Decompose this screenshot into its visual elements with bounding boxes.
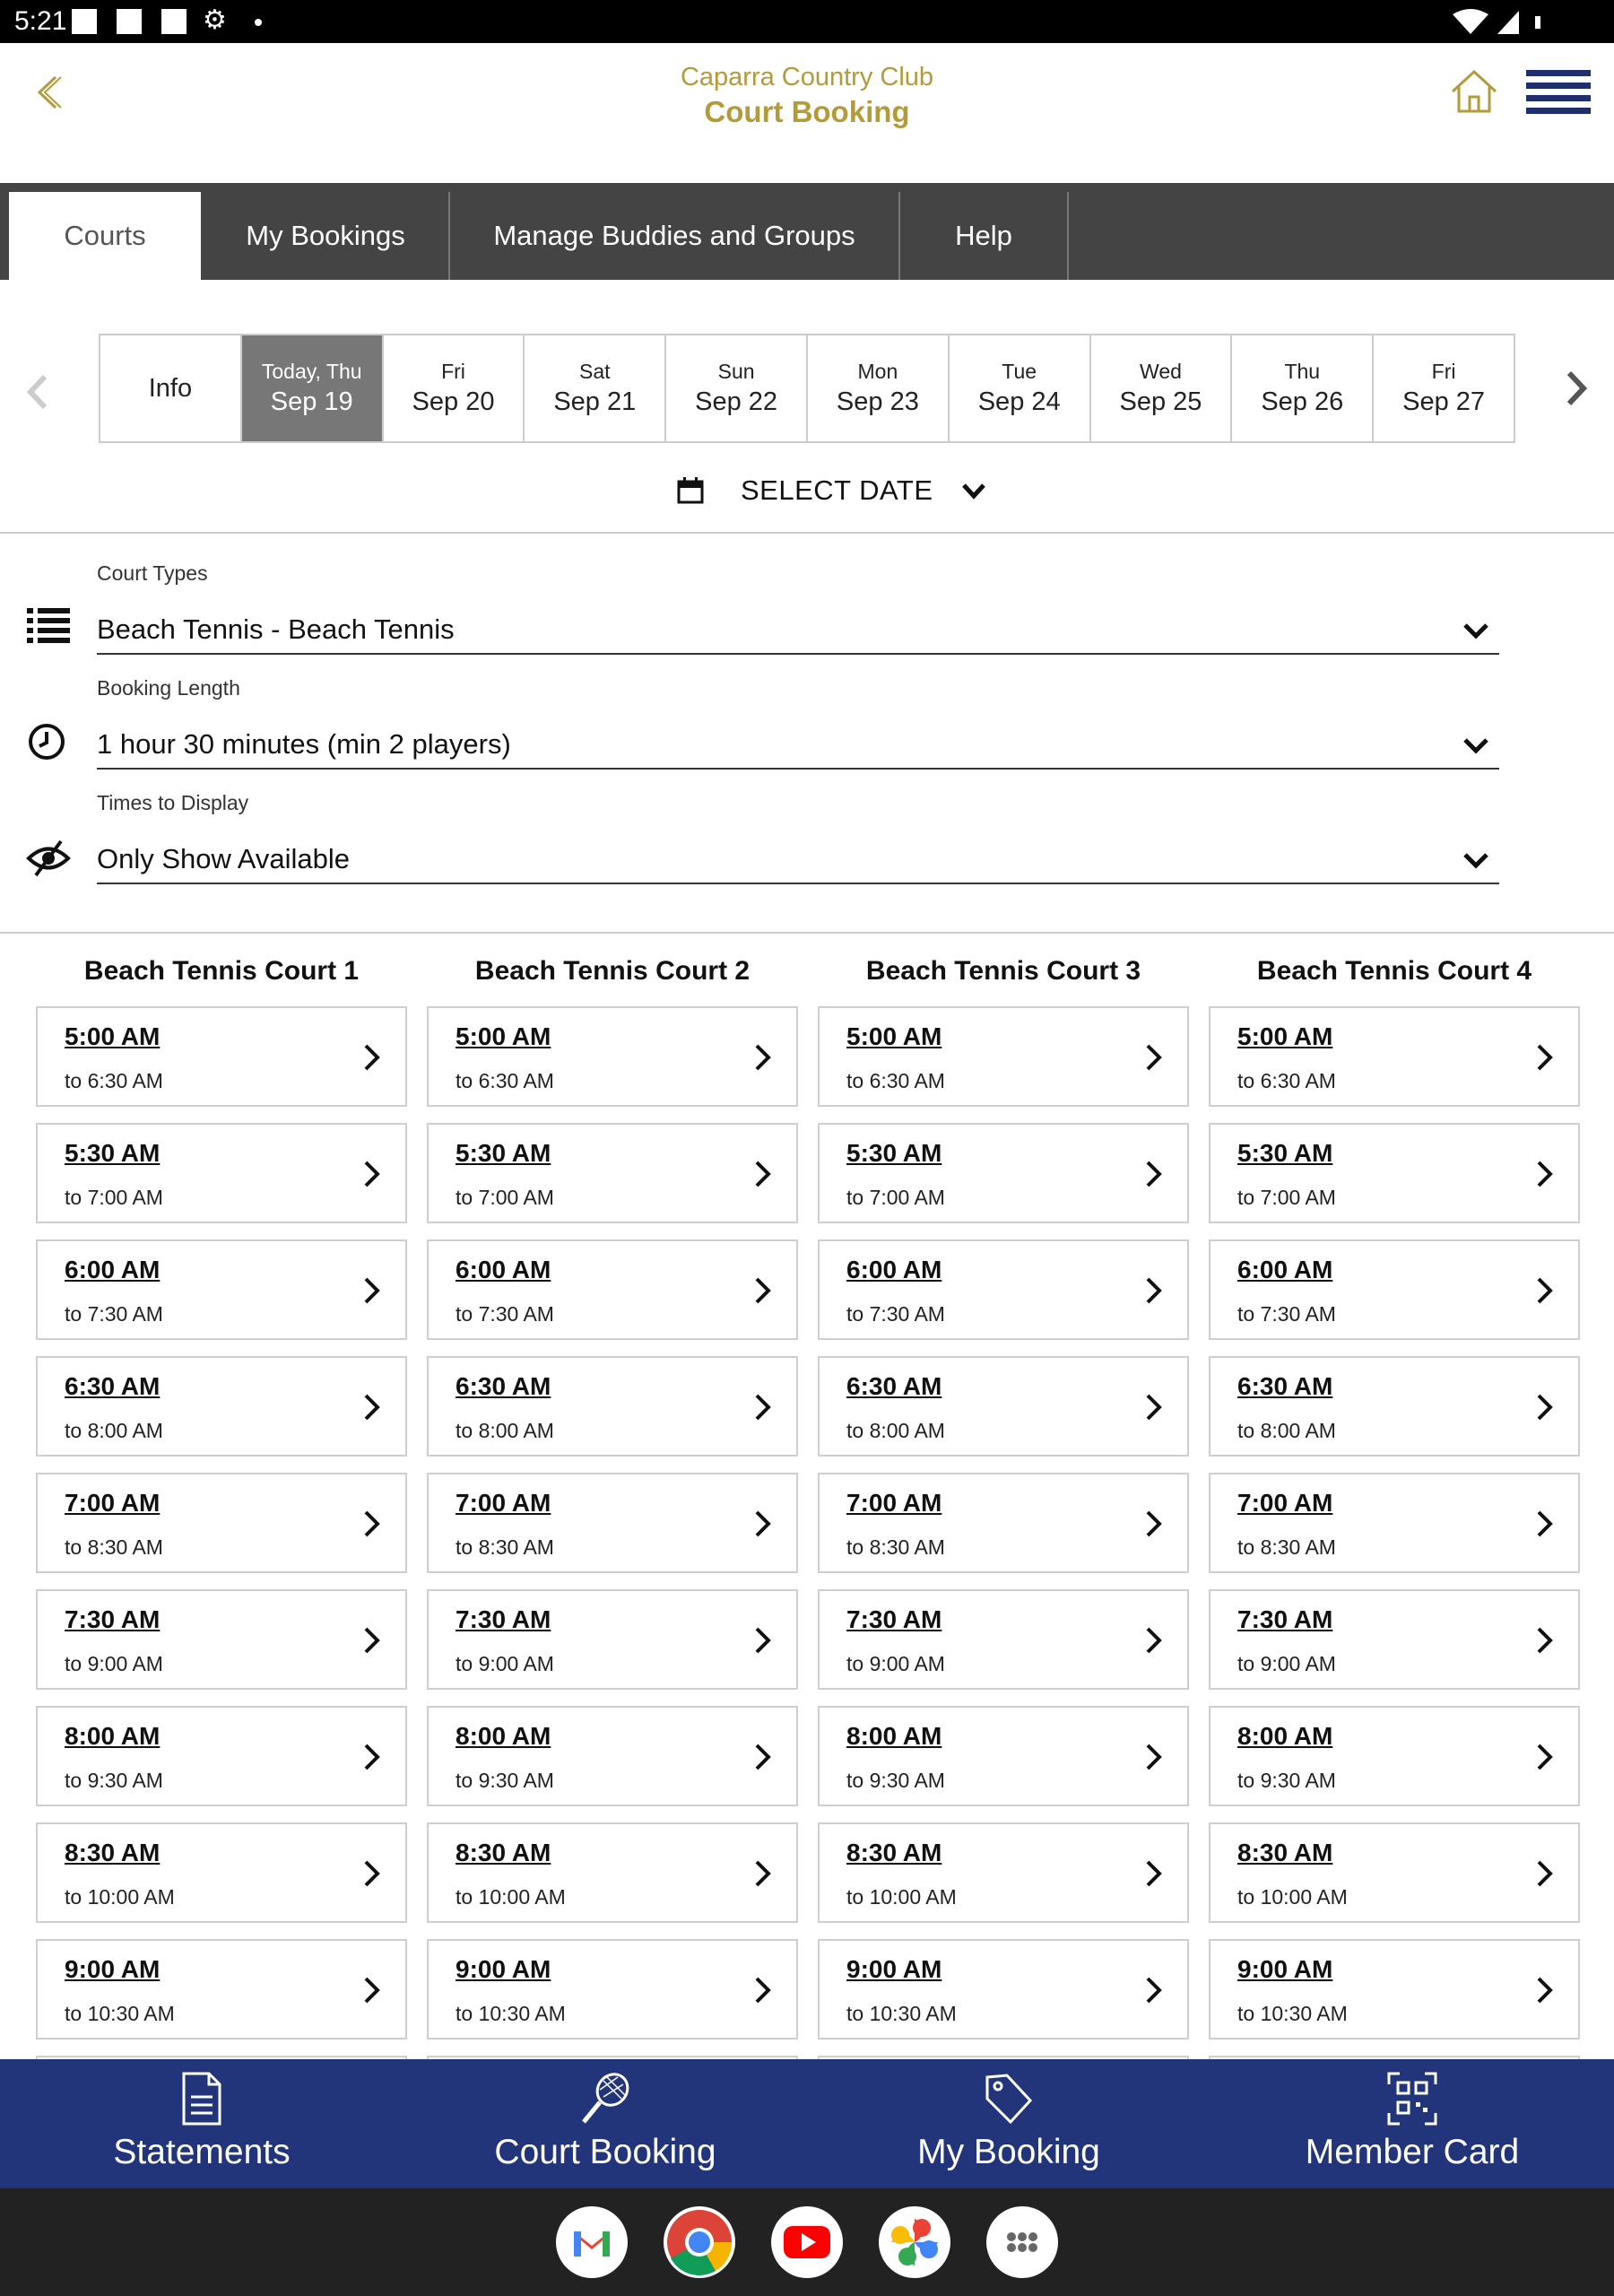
time-slot-button[interactable] xyxy=(818,1123,1189,1223)
chevron-right-icon xyxy=(362,1509,382,1539)
time-slot-button[interactable] xyxy=(1209,1356,1580,1457)
chevron-right-icon xyxy=(1144,1509,1164,1539)
chevron-right-icon xyxy=(1535,1858,1555,1889)
notification-icon xyxy=(117,9,142,34)
slot-end-time: to 7:00 AM xyxy=(65,1186,163,1209)
chevron-right-icon xyxy=(362,1858,382,1889)
home-icon[interactable] xyxy=(1447,65,1501,118)
slot-start-time: 6:30 AM xyxy=(456,1372,551,1400)
slot-end-time: to 6:30 AM xyxy=(65,1069,163,1092)
slot-start-time: 8:30 AM xyxy=(456,1839,551,1866)
slot-start-time: 6:30 AM xyxy=(1237,1372,1333,1400)
time-slot-button[interactable] xyxy=(818,1006,1189,1107)
chevron-right-icon xyxy=(753,1275,773,1306)
slot-end-time: to 10:30 AM xyxy=(456,2002,566,2025)
times-to-display-label: Times to Display xyxy=(97,791,249,814)
slot-end-time: to 8:30 AM xyxy=(1237,1535,1336,1559)
slot-end-time: to 7:00 AM xyxy=(1237,1186,1336,1209)
slot-end-time: to 9:30 AM xyxy=(65,1769,163,1792)
settings-gear-icon: ⚙ xyxy=(203,5,227,35)
slot-end-time: to 10:00 AM xyxy=(846,1885,957,1909)
chevron-right-icon xyxy=(1144,1392,1164,1422)
day-of-week: Sun xyxy=(717,360,755,383)
slot-end-time: to 6:30 AM xyxy=(1237,1069,1336,1092)
wifi-signal-battery-icon xyxy=(1453,7,1560,36)
chevron-right-icon xyxy=(753,1742,773,1772)
time-slot-button[interactable] xyxy=(1209,1822,1580,1923)
time-slot-button[interactable] xyxy=(36,1939,407,2039)
time-slot-button[interactable] xyxy=(1209,1473,1580,1573)
nav-label: Court Booking xyxy=(494,2133,716,2171)
chevron-right-icon xyxy=(753,1042,773,1073)
slot-end-time: to 9:30 AM xyxy=(1237,1769,1336,1792)
slot-start-time: 5:30 AM xyxy=(846,1139,942,1167)
day-of-week: Fri xyxy=(1431,360,1456,383)
slot-start-time: 8:00 AM xyxy=(65,1722,161,1750)
time-slot-button[interactable] xyxy=(1209,1123,1580,1223)
slot-start-time: 6:00 AM xyxy=(1237,1256,1333,1283)
chevron-right-icon xyxy=(1535,1275,1555,1306)
tennis-racket-icon xyxy=(578,2070,632,2127)
date-cell-selected[interactable] xyxy=(242,335,384,441)
chevron-right-icon xyxy=(753,1858,773,1889)
court-header: Beach Tennis Court 1 xyxy=(83,956,360,986)
time-slot-button[interactable] xyxy=(1209,1589,1580,1690)
day-of-week: Sat xyxy=(579,360,611,383)
slot-start-time: 6:30 AM xyxy=(65,1372,161,1400)
time-slot-button[interactable] xyxy=(427,1473,798,1573)
chevron-right-icon xyxy=(362,1275,382,1306)
time-slot-button[interactable] xyxy=(36,1589,407,1690)
chevron-right-icon xyxy=(1535,1392,1555,1422)
time-slot-button[interactable] xyxy=(36,1239,407,1340)
court-types-label: Court Types xyxy=(97,561,208,585)
slot-end-time: to 9:30 AM xyxy=(846,1769,945,1792)
section-divider xyxy=(0,932,1614,934)
booking-length-value: 1 hour 30 minutes (min 2 players) xyxy=(97,728,511,760)
chevron-right-icon xyxy=(1535,1042,1555,1073)
time-slot-button[interactable] xyxy=(1209,1939,1580,2039)
time-slot-button[interactable] xyxy=(427,1123,798,1223)
slot-start-time: 8:00 AM xyxy=(846,1722,942,1750)
date-cell[interactable] xyxy=(808,335,950,441)
time-slot-button[interactable] xyxy=(818,1822,1189,1923)
day-date: Sep 22 xyxy=(695,387,778,416)
tab-bar xyxy=(0,183,1614,280)
slot-start-time: 8:30 AM xyxy=(846,1839,942,1866)
slot-start-time: 8:30 AM xyxy=(65,1839,161,1866)
nav-label: Member Card xyxy=(1305,2133,1520,2171)
chevron-right-icon xyxy=(1535,1975,1555,2005)
slot-end-time: to 9:00 AM xyxy=(65,1652,163,1675)
chevron-right-icon xyxy=(1535,1742,1555,1772)
slot-start-time: 8:30 AM xyxy=(1237,1839,1333,1866)
day-date: Sep 24 xyxy=(977,387,1061,416)
day-of-week: Mon xyxy=(857,360,898,383)
date-prev-chevron-icon[interactable] xyxy=(20,370,56,414)
slot-end-time: to 9:00 AM xyxy=(1237,1652,1336,1675)
gmail-app-icon[interactable] xyxy=(556,2206,628,2278)
slot-start-time: 7:00 AM xyxy=(456,1489,551,1517)
chevron-right-icon xyxy=(1144,1742,1164,1772)
time-slot-button[interactable] xyxy=(36,1356,407,1457)
booking-length-select[interactable] xyxy=(97,721,1499,770)
chevron-right-icon xyxy=(1535,1159,1555,1189)
day-date: Sep 20 xyxy=(412,387,495,416)
chevron-right-icon xyxy=(753,1625,773,1656)
day-date: Sep 26 xyxy=(1261,387,1344,416)
section-divider xyxy=(0,532,1614,534)
youtube-app-icon[interactable] xyxy=(771,2206,843,2278)
slot-start-time: 7:30 AM xyxy=(1237,1605,1333,1633)
nav-label: Statements xyxy=(113,2133,291,2171)
slot-start-time: 7:00 AM xyxy=(1237,1489,1333,1517)
slot-start-time: 7:00 AM xyxy=(65,1489,161,1517)
slot-start-time: 8:00 AM xyxy=(1237,1722,1333,1750)
time-slot-button[interactable] xyxy=(1209,1706,1580,1806)
time-slot-button[interactable] xyxy=(427,1589,798,1690)
date-next-chevron-icon[interactable] xyxy=(1558,366,1594,411)
chevron-right-icon xyxy=(1144,1159,1164,1189)
nav-court-booking[interactable] xyxy=(404,2059,807,2188)
court-types-value: Beach Tennis - Beach Tennis xyxy=(97,613,455,645)
court-header: Beach Tennis Court 4 xyxy=(1256,956,1532,986)
slot-start-time: 9:00 AM xyxy=(846,1955,942,1983)
slot-start-time: 5:00 AM xyxy=(1237,1022,1333,1050)
select-date-button[interactable] xyxy=(676,470,987,511)
chevron-right-icon xyxy=(1144,1858,1164,1889)
chevron-down-icon xyxy=(960,477,987,504)
time-slot-button[interactable] xyxy=(818,1473,1189,1573)
time-slot-button[interactable] xyxy=(36,1123,407,1223)
slot-start-time: 6:30 AM xyxy=(846,1372,942,1400)
chevron-down-icon xyxy=(1462,732,1490,759)
day-of-week: Wed xyxy=(1140,360,1182,383)
slot-start-time: 7:00 AM xyxy=(846,1489,942,1517)
slot-end-time: to 9:00 AM xyxy=(456,1652,554,1675)
slot-start-time: 7:30 AM xyxy=(456,1605,551,1633)
slot-end-time: to 8:00 AM xyxy=(456,1419,554,1442)
time-slot-button[interactable] xyxy=(1209,1239,1580,1340)
time-slot-button[interactable] xyxy=(36,1822,407,1923)
slot-start-time: 5:30 AM xyxy=(1237,1139,1333,1167)
chevron-down-icon xyxy=(1462,847,1490,874)
slot-start-time: 5:00 AM xyxy=(456,1022,551,1050)
day-of-week: Today, Thu xyxy=(261,360,362,383)
time-slot-button[interactable] xyxy=(427,1006,798,1107)
time-slot-button[interactable] xyxy=(1209,1006,1580,1107)
chevron-right-icon xyxy=(362,1625,382,1656)
notification-icon xyxy=(161,9,187,34)
slot-end-time: to 8:30 AM xyxy=(456,1535,554,1559)
chevron-right-icon xyxy=(1535,1625,1555,1656)
hamburger-menu-icon[interactable] xyxy=(1526,70,1591,120)
day-date: Sep 21 xyxy=(553,387,637,416)
chevron-right-icon xyxy=(1144,1042,1164,1073)
day-date: Sep 23 xyxy=(836,387,919,416)
booking-length-label: Booking Length xyxy=(97,676,240,700)
slot-end-time: to 10:00 AM xyxy=(65,1885,175,1909)
chevron-right-icon xyxy=(362,1042,382,1073)
time-slot-button[interactable] xyxy=(427,1706,798,1806)
slot-start-time: 8:00 AM xyxy=(456,1722,551,1750)
nav-my-booking[interactable] xyxy=(807,2059,1210,2188)
day-of-week: Tue xyxy=(1002,360,1037,383)
date-cell[interactable] xyxy=(950,335,1091,441)
slot-start-time: 5:00 AM xyxy=(846,1022,942,1050)
chevron-right-icon xyxy=(362,1392,382,1422)
chevron-right-icon xyxy=(753,1975,773,2005)
chevron-right-icon xyxy=(1144,1275,1164,1306)
nav-statements[interactable] xyxy=(0,2059,404,2188)
court-header: Beach Tennis Court 2 xyxy=(474,956,751,986)
chevron-right-icon xyxy=(753,1392,773,1422)
page-title: Court Booking xyxy=(704,95,910,128)
status-time: 5:21 xyxy=(14,6,67,36)
time-slot-button[interactable] xyxy=(36,1006,407,1107)
time-slot-button[interactable] xyxy=(427,1356,798,1457)
slot-start-time: 5:00 AM xyxy=(65,1022,161,1050)
chevron-right-icon xyxy=(1144,1975,1164,2005)
slot-end-time: to 8:00 AM xyxy=(1237,1419,1336,1442)
time-slot-button[interactable] xyxy=(427,1822,798,1923)
tab-my-bookings[interactable]: My Bookings xyxy=(203,192,450,280)
time-slot-button[interactable] xyxy=(818,1239,1189,1340)
slot-end-time: to 9:30 AM xyxy=(456,1769,554,1792)
day-date: Sep 19 xyxy=(270,387,353,416)
chevron-right-icon xyxy=(362,1975,382,2005)
status-bar xyxy=(0,0,1614,43)
slot-end-time: to 10:30 AM xyxy=(846,2002,957,2025)
slot-end-time: to 10:30 AM xyxy=(65,2002,175,2025)
date-cell[interactable] xyxy=(1091,335,1233,441)
list-icon xyxy=(25,604,72,646)
chevron-right-icon xyxy=(1535,1509,1555,1539)
slot-end-time: to 10:30 AM xyxy=(1237,2002,1348,2025)
chevron-right-icon xyxy=(1144,1625,1164,1656)
slot-start-time: 9:00 AM xyxy=(1237,1955,1333,1983)
tag-icon xyxy=(982,2070,1036,2127)
time-slot-button[interactable] xyxy=(818,1589,1189,1690)
time-slot-button[interactable] xyxy=(818,1706,1189,1806)
date-cell[interactable] xyxy=(384,335,525,441)
court-header: Beach Tennis Court 3 xyxy=(865,956,1141,986)
slot-start-time: 6:00 AM xyxy=(456,1256,551,1283)
day-date: Sep 25 xyxy=(1119,387,1202,416)
slot-end-time: to 7:00 AM xyxy=(846,1186,945,1209)
slot-end-time: to 10:00 AM xyxy=(456,1885,566,1909)
tab-courts[interactable]: Courts xyxy=(9,192,201,280)
date-selector xyxy=(99,334,1515,443)
slot-start-time: 9:00 AM xyxy=(456,1955,551,1983)
slot-end-time: to 6:30 AM xyxy=(456,1069,554,1092)
slot-end-time: to 8:30 AM xyxy=(65,1535,163,1559)
qr-code-icon xyxy=(1385,2070,1439,2127)
document-icon xyxy=(175,2070,229,2127)
slot-start-time: 6:00 AM xyxy=(65,1256,161,1283)
time-slot-button[interactable] xyxy=(36,1706,407,1806)
time-slot-button[interactable] xyxy=(427,1939,798,2039)
tab-help[interactable]: Help xyxy=(900,192,1069,280)
tab-manage-buddies[interactable]: Manage Buddies and Groups xyxy=(450,192,900,280)
slot-end-time: to 8:00 AM xyxy=(65,1419,163,1442)
chevron-right-icon xyxy=(362,1159,382,1189)
date-info-cell[interactable]: Info xyxy=(100,335,242,441)
slot-end-time: to 7:30 AM xyxy=(456,1302,554,1326)
day-of-week: Fri xyxy=(441,360,465,383)
times-to-display-value: Only Show Available xyxy=(97,843,351,874)
select-date-label: SELECT DATE xyxy=(741,474,933,506)
slot-end-time: to 7:30 AM xyxy=(846,1302,945,1326)
slot-start-time: 9:00 AM xyxy=(65,1955,161,1983)
date-cell[interactable] xyxy=(525,335,666,441)
nav-member-card[interactable] xyxy=(1210,2059,1614,2188)
time-slot-button[interactable] xyxy=(36,1473,407,1573)
chrome-app-icon[interactable] xyxy=(664,2206,735,2278)
calendar-icon xyxy=(676,476,705,505)
notification-icon xyxy=(72,9,97,34)
slot-start-time: 6:00 AM xyxy=(846,1256,942,1283)
photos-app-icon[interactable] xyxy=(879,2206,950,2278)
slot-end-time: to 10:00 AM xyxy=(1237,1885,1348,1909)
slot-start-time: 5:30 AM xyxy=(65,1139,161,1167)
time-slot-button[interactable] xyxy=(818,1356,1189,1457)
slot-start-time: 7:30 AM xyxy=(65,1605,161,1633)
slot-end-time: to 7:30 AM xyxy=(1237,1302,1336,1326)
slot-end-time: to 7:00 AM xyxy=(456,1186,554,1209)
app-header xyxy=(0,43,1614,183)
date-cell[interactable] xyxy=(1232,335,1374,441)
chevron-down-icon xyxy=(1462,617,1490,644)
times-to-display-select[interactable] xyxy=(97,836,1499,884)
more-notifications-dot-icon xyxy=(255,19,262,26)
chevron-right-icon xyxy=(753,1159,773,1189)
slot-end-time: to 7:30 AM xyxy=(65,1302,163,1326)
system-dock xyxy=(0,2188,1614,2296)
bottom-navigation xyxy=(0,2059,1614,2188)
app-drawer-icon[interactable] xyxy=(986,2206,1058,2278)
day-of-week: Thu xyxy=(1284,360,1321,383)
nav-label: My Booking xyxy=(917,2133,1100,2171)
court-types-select[interactable] xyxy=(97,606,1499,655)
slot-end-time: to 6:30 AM xyxy=(846,1069,945,1092)
day-date: Sep 27 xyxy=(1402,387,1486,416)
slot-end-time: to 9:00 AM xyxy=(846,1652,945,1675)
time-slot-button[interactable] xyxy=(427,1239,798,1340)
chevron-right-icon xyxy=(362,1742,382,1772)
time-slot-button[interactable] xyxy=(818,1939,1189,2039)
date-cell[interactable] xyxy=(666,335,808,441)
club-name: Caparra Country Club xyxy=(680,63,934,91)
slot-start-time: 5:30 AM xyxy=(456,1139,551,1167)
date-cell[interactable] xyxy=(1374,335,1514,441)
slot-end-time: to 8:00 AM xyxy=(846,1419,945,1442)
clock-icon xyxy=(25,721,72,762)
slot-start-time: 7:30 AM xyxy=(846,1605,942,1633)
eye-slash-icon xyxy=(25,838,72,879)
slot-end-time: to 8:30 AM xyxy=(846,1535,945,1559)
chevron-right-icon xyxy=(753,1509,773,1539)
